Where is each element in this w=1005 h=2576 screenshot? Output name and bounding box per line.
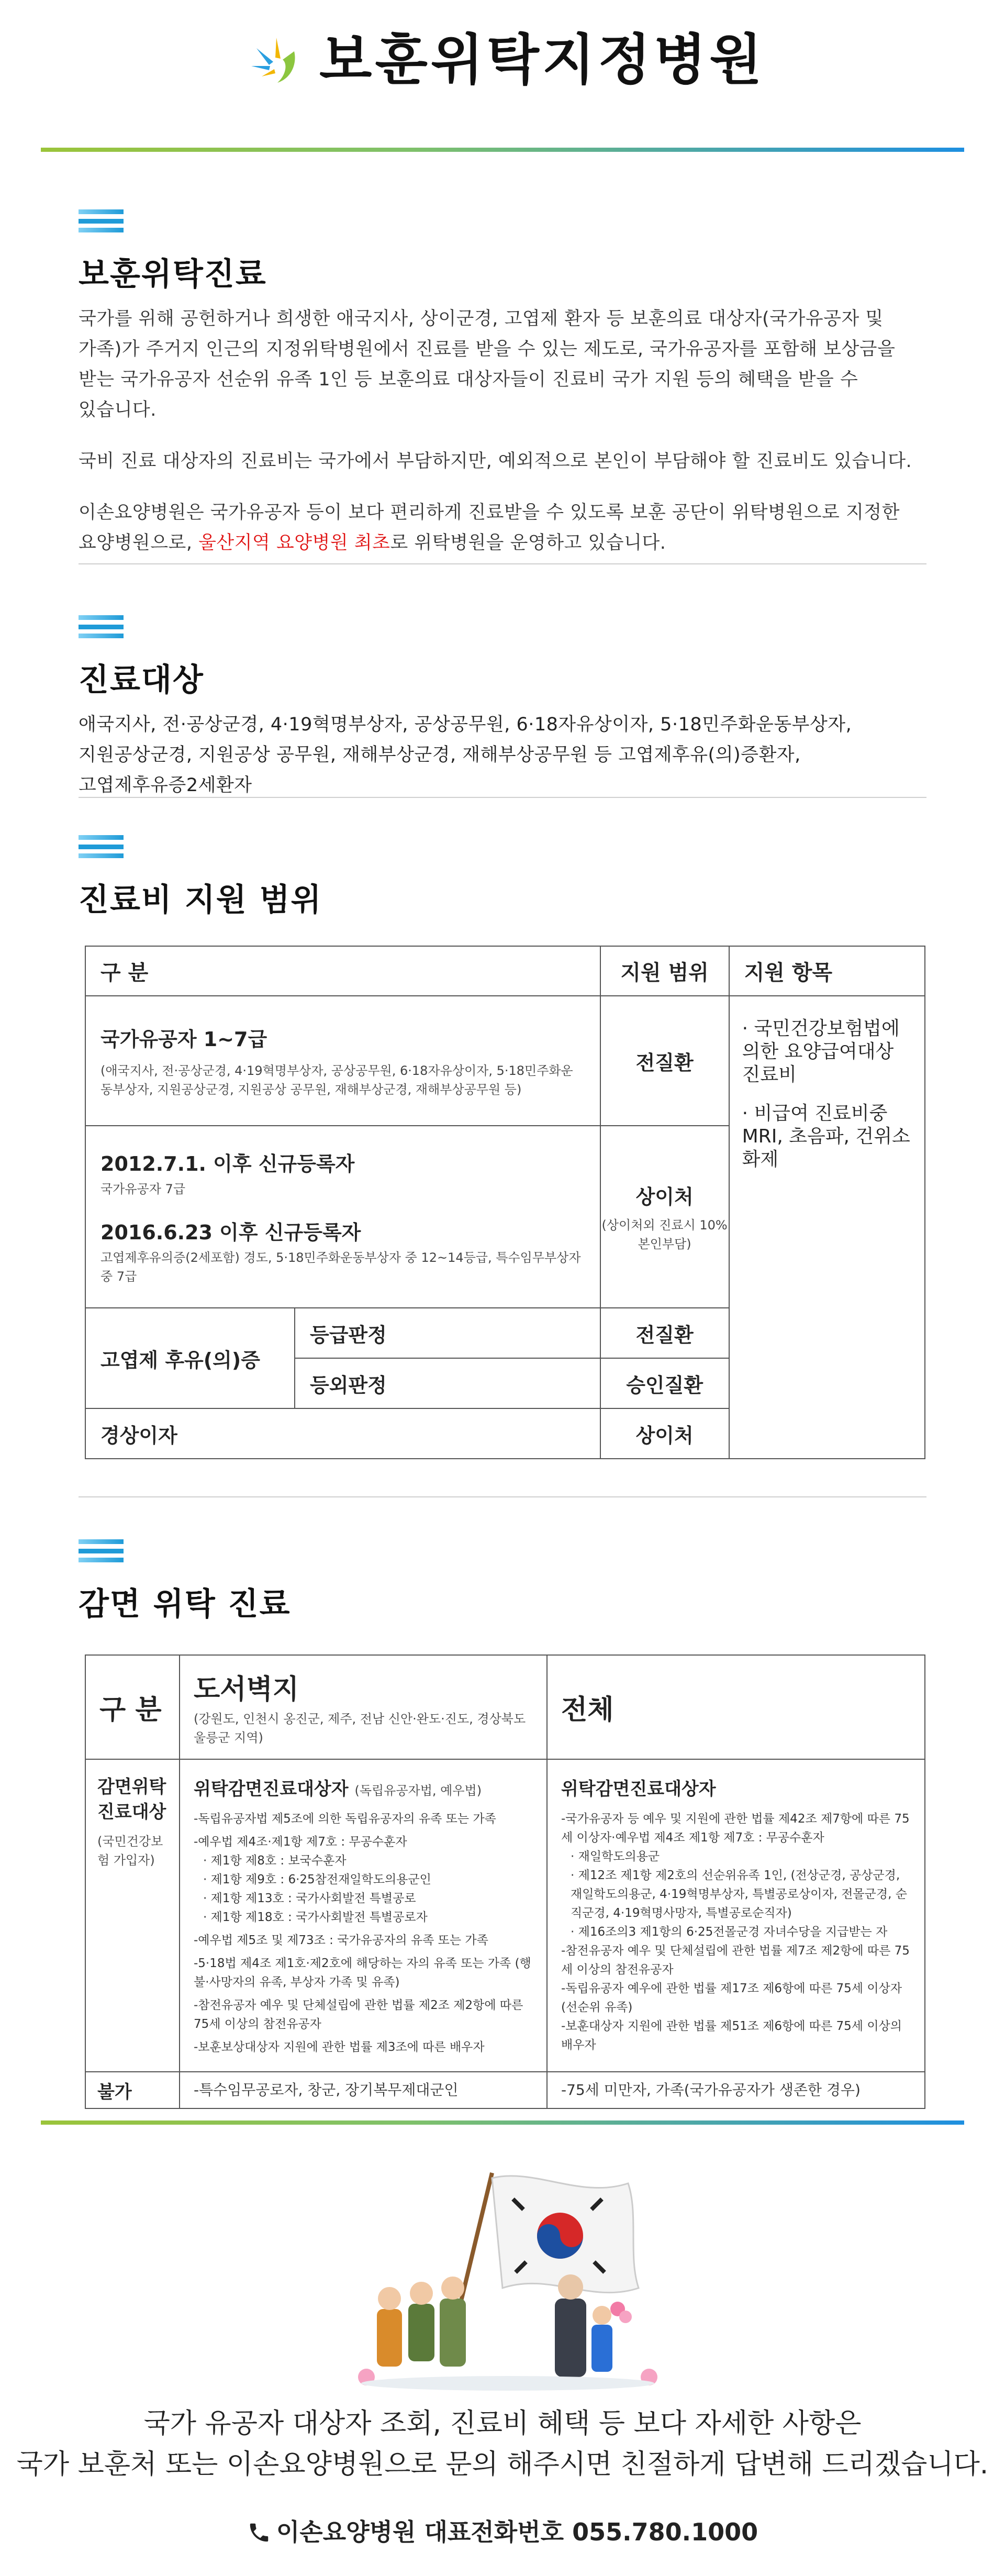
table-cell: 위탁감면진료대상자 -국가유공자 등 예우 및 지원에 관한 법률 제42조 제7항에 따른 75세 이상자·예우법 제4조 제1항 제7호 : 무공수훈자 · 재일학도의용군 · 제12조 제1항 제2호의 선순위유족 1인, (전상군경, 공상군경, 재일학도의용군, 4·19혁명부상자, 특별공로상이자, 전몰군경, 순직군경, 4·19혁명사망자, 특별공로순직자) · 제16조의3 제1항의 6·25전몰군경 자녀수당을 지급받는 자 -참전유공자 예우 및 단체설립에 관한 법률 제7조 제2항에 따른 75세 이상의 참전유공자 -독립유공자 예우에 관한 법률 제17조 제6항에 따른 75세 이상자(선순위 유족) -보훈대상자 지원에 관한 법률 제51조 제6항에 따른 75세 이상의 배우자 [547,1759,925,2072]
support-table [85,946,925,1459]
section-reduction-care [79,1539,926,1624]
footer-line: 국가 유공자 대상자 조회, 진료비 혜택 등 보다 자세한 사항은 [143,2408,862,2439]
table-cell: 감면위탁 진료대상 (국민건강보험 가입자) [85,1759,180,2072]
header [0,0,1005,134]
bottom-divider [41,2120,964,2125]
veterans-flag-illustration [345,2168,670,2398]
paragraph: 애국지사, 전·공상군경, 4·19혁명부상자, 공상공무원, 6·18자유상이자, 5·18민주화운동부상자, 지원공상군경, 지원공상 공무원, 재해부상군경, 재해부상공무원 등 고엽제후유(의)증환자, 고엽제후유증2세환자 [79,714,852,796]
section-trust-care [79,209,926,558]
table-header: 도서벽지 (강원도, 인천시 옹진군, 제주, 전남 신안·완도·진도, 경상북도 울릉군 지역) [180,1655,547,1759]
section-support-range [79,835,926,920]
table-header: 전체 [547,1655,925,1759]
divider [79,563,926,564]
table-cell: -75세 미만자, 가족(국가유공자가 생존한 경우) [547,2072,925,2108]
table-cell: 고엽제 후유(의)증 [85,1308,295,1408]
table-cell: 2012.7.1. 이후 신규등록자 국가유공자 7급 2016.6.23 이후 신규등록자 고엽제후유의증(2세포함) 경도, 5·18민주화운동부상자 중 12~14등급, 특수임무부상자 중 7급 [85,1126,600,1308]
table-header: 구 분 [85,1655,180,1759]
table-cell: 불가 [85,2072,180,2108]
site-title: 보훈위탁지정병원 [319,28,765,92]
section-title: 보훈위탁진료 [79,256,267,293]
table-header: 구 분 [85,946,600,996]
hospital-logo-icon [246,32,305,91]
section-icon [79,615,124,638]
table-header: 지원 범위 [600,946,729,996]
paragraph: 국비 진료 대상자의 진료비는 국가에서 부담하지만, 예외적으로 본인이 부담해야 할 진료비도 있습니다. [79,451,912,472]
section-treatment-target [79,615,926,801]
section-icon [79,835,124,858]
section-title: 감면 위탁 진료 [79,1586,291,1623]
table-cell: 전질환 [600,996,729,1126]
table-cell: 위탁감면진료대상자 (독립유공자법, 예우법) -독립유공자법 제5조에 의한 독립유공자의 유족 또는 가족 -예우법 제4조·제1항 제7호 : 무공수훈자 · 제1항 제8호 : 보국수훈자 · 제1항 제9호 : 6·25참전재일학도의용군인 · 제1항 제13호 : 국가사회발전 특별공로 · 제1항 제18호 : 국가사회발전 특별공로자 -예우법 제5조 및 제73조 : 국가유공자의 유족 또는 가족 -5·18법 제4조 제1호·제2호에 해당하는 자의 유족 또는 가족 (행불·사망자의 유족, 부상자 가족 및 유족) -참전유공자 예우 및 단체설립에 관한 법률 제2조 제2항에 따른 75세 이상의 참전유공자 -보훈보상대상자 지원에 관한 법률 제3조에 따른 배우자 [180,1759,547,2072]
highlight-text: 울산지역 요양병원 최초 [198,532,390,553]
table-cell: 승인질환 [600,1358,729,1408]
table-cell: 전질환 [600,1308,729,1358]
paragraph: 이손요양병원은 국가유공자 등이 보다 편리하게 진료받을 수 있도록 보훈 공단이 위탁병원으로 지정한 요양병원으로, 울산지역 요양병원 최초로 위탁병원을 운영하고 있습니다. [79,502,900,553]
section-icon [79,209,124,232]
paragraph: 국가를 위해 공헌하거나 희생한 애국지사, 상이군경, 고엽제 환자 등 보훈의료 대상자(국가유공자 및 가족)가 주거지 인근의 지정위탁병원에서 진료를 받을 수 있는 제도로, 국가유공자를 포함해 보상금을 받는 국가유공자 선순위 유족 1인 등 보훈의료 대상자들이 진료비 국가 지원 등의 혜택을 받을 수 있습니다. [79,308,896,420]
support-items: · 국민건강보험법에 의한 요양급여대상 진료비 · 비급여 진료비중 MRI, 초음파, 건위소화제 [729,996,925,1459]
divider [79,797,926,798]
phone-line: 이손요양병원 대표전화번호 055.780.1000 [0,2513,1005,2548]
phone-icon [247,2521,271,2545]
section-title: 진료대상 [79,662,204,698]
divider [79,1496,926,1497]
section-title: 진료비 지원 범위 [79,882,322,918]
table-header: 지원 항목 [729,946,925,996]
section-icon [79,1539,124,1562]
table-cell: 국가유공자 1~7급 (애국지사, 전·공상군경, 4·19혁명부상자, 공상공무원, 6·18자유상이자, 5·18민주화운동부상자, 지원공상군경, 지원공상 공무원, 재해부상군경, 재해부상공무원 등) [85,996,600,1126]
reduction-table [85,1655,925,2109]
top-divider [41,148,964,152]
table-cell: 등외판정 [295,1358,600,1408]
footer-line: 국가 보훈처 또는 이손요양병원으로 문의 해주시면 친절하게 답변해 드리겠습니다. [16,2449,989,2480]
table-cell: 경상이자 [85,1408,600,1459]
table-cell: 등급판정 [295,1308,600,1358]
table-cell: 상이처 (상이처외 진료시 10% 본인부담) [600,1126,729,1308]
table-cell: 상이처 [600,1408,729,1459]
table-cell: -특수임무공로자, 창군, 장기복무제대군인 [180,2072,547,2108]
